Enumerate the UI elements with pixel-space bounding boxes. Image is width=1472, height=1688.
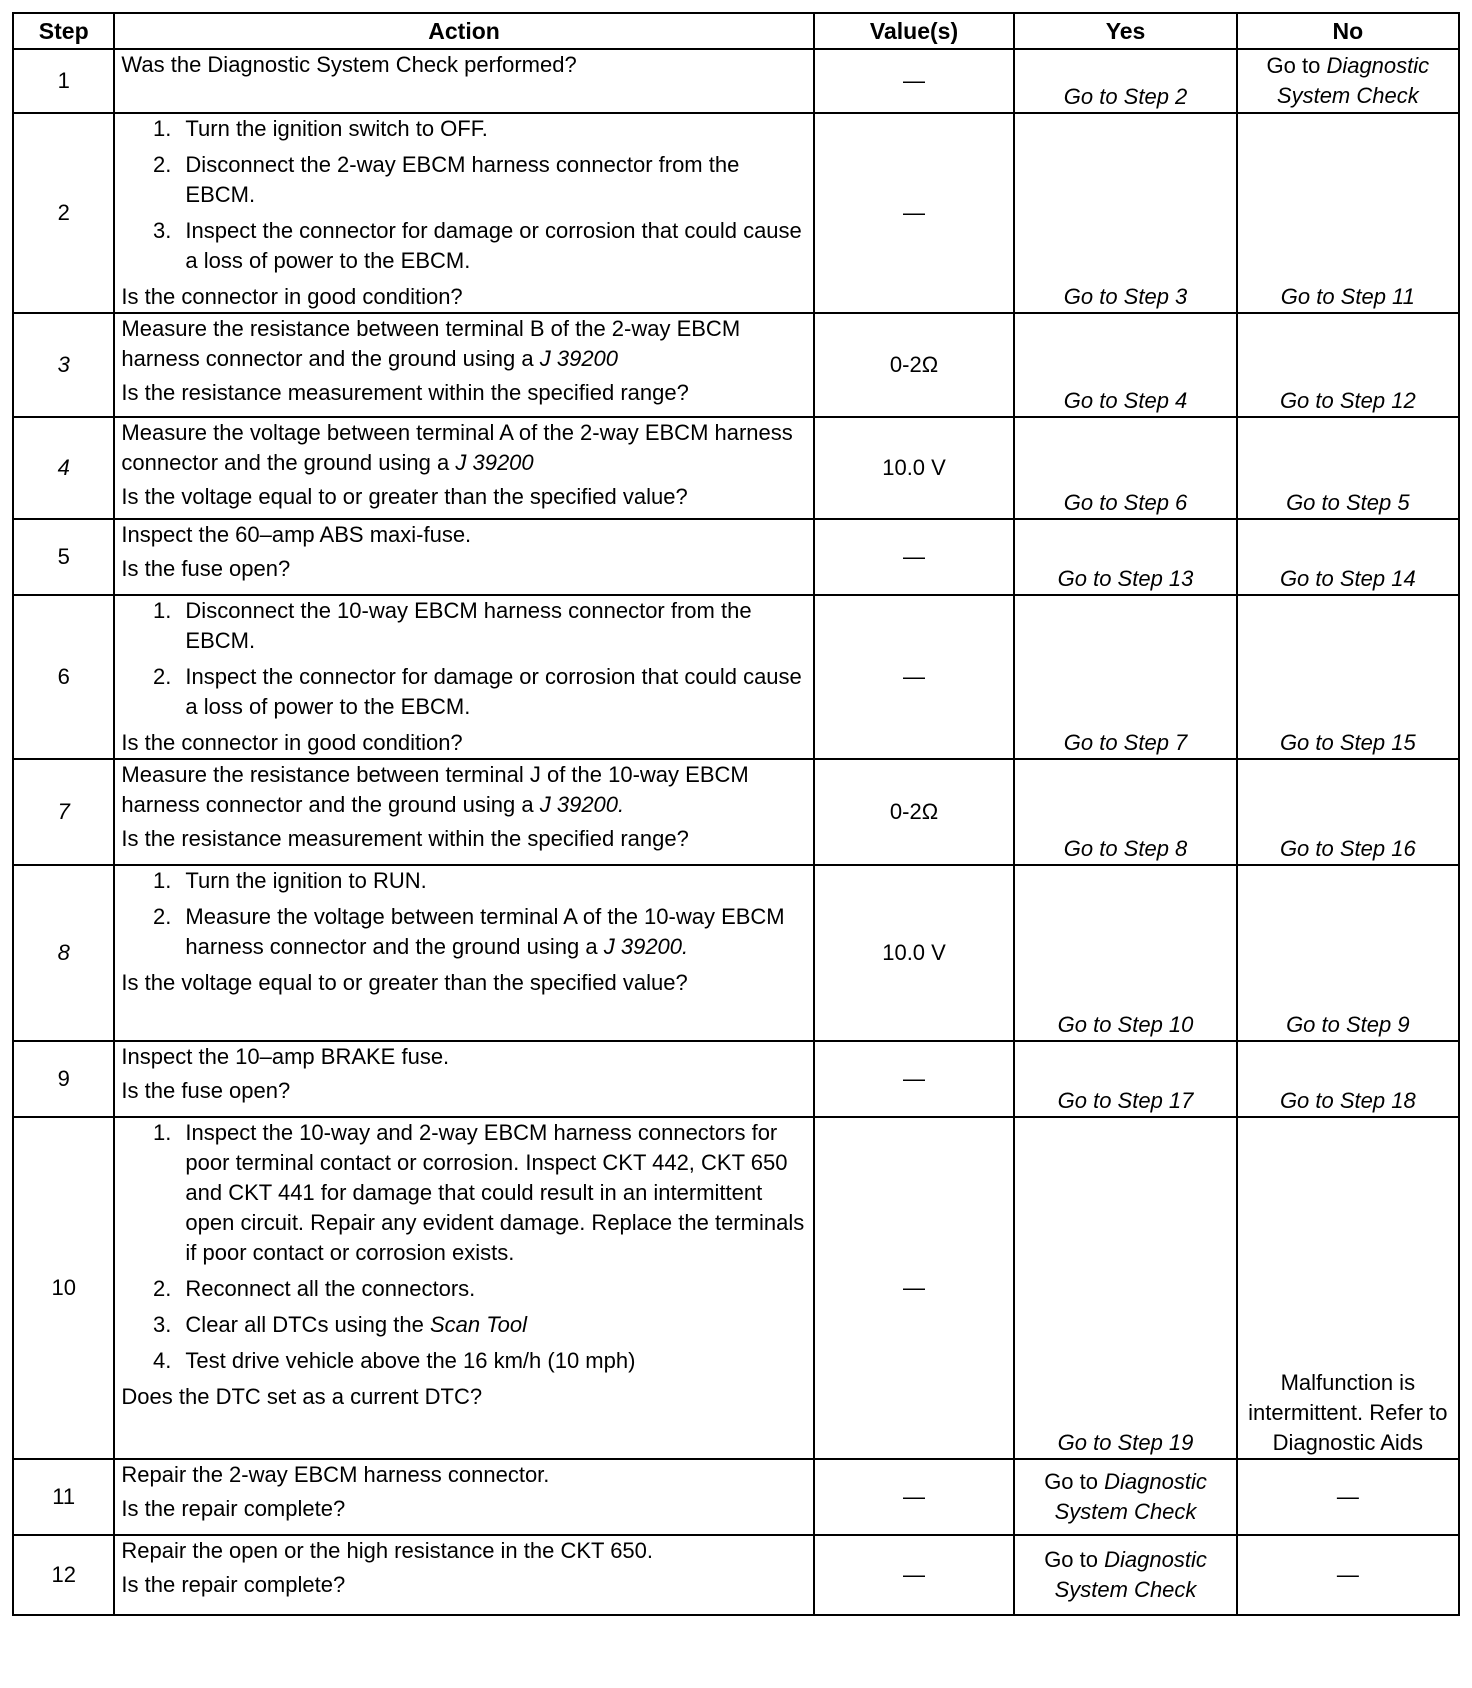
action-question: Is the voltage equal to or greater than the specified value? — [121, 970, 688, 995]
action-question: Is the connector in good condition? — [121, 730, 463, 755]
header-row — [13, 13, 1459, 49]
step-number: 1 — [13, 49, 114, 113]
yes-cell — [1014, 519, 1236, 595]
header-step: Step — [13, 13, 114, 49]
action-text: Inspect the 60–amp ABS maxi-fuse. — [121, 522, 472, 547]
no-link[interactable]: Go to Step 16 — [1279, 836, 1416, 861]
yes-link[interactable]: Go to Step 19 — [1057, 1430, 1194, 1455]
value-cell: — — [814, 49, 1015, 113]
table-row — [13, 865, 1459, 1041]
action-question: Is the repair complete? — [121, 1572, 346, 1597]
step-number: 12 — [13, 1535, 114, 1615]
yes-link[interactable]: Go to Step 6 — [1063, 490, 1188, 515]
substep-text: Measure the voltage between terminal A of the 10-way EBCM harness connector and the ground using a — [185, 904, 785, 959]
no-cell: — — [1237, 1459, 1459, 1535]
yes-cell — [1014, 1535, 1236, 1615]
step-number: 11 — [13, 1459, 114, 1535]
action-question: Is the repair complete? — [121, 1496, 346, 1521]
step-number-text: 8 — [57, 940, 70, 965]
yes-link[interactable]: Go to Step 4 — [1063, 388, 1188, 413]
substep: 1. Turn the ignition to RUN. — [177, 866, 806, 896]
no-link[interactable]: Go to Step 15 — [1279, 730, 1416, 755]
substep: 2. Inspect the connector for damage or corrosion that could cause a loss of power to the EBCM. — [177, 662, 806, 722]
value-cell: 0-2Ω — [814, 759, 1015, 865]
no-link[interactable]: Go to Step 5 — [1286, 490, 1410, 515]
table-row — [13, 1041, 1459, 1117]
no-link[interactable]: Go to Step 9 — [1286, 1012, 1410, 1037]
yes-link[interactable]: Go to Step 13 — [1057, 566, 1194, 591]
action-text: Repair the 2-way EBCM harness connector. — [121, 1462, 550, 1487]
no-cell — [1237, 865, 1459, 1041]
action-cell — [114, 1535, 813, 1615]
substep: 2. Disconnect the 2-way EBCM harness connector from the EBCM. — [177, 150, 806, 210]
action-question: Is the resistance measurement within the specified range? — [121, 826, 689, 851]
step-number — [13, 865, 114, 1041]
header-value: Value(s) — [814, 13, 1015, 49]
substep: 4. Test drive vehicle above the 16 km/h (10 mph) — [177, 1346, 806, 1376]
action-text — [121, 760, 806, 820]
yes-cell — [1014, 313, 1236, 417]
step-number — [13, 313, 114, 417]
yes-link[interactable]: Go to Step 10 — [1057, 1012, 1194, 1037]
substep: 1. Inspect the 10-way and 2-way EBCM harness connectors for poor terminal contact or corrosion. Inspect CKT 442, CKT 650 and CKT 441 for damage that could result in an intermittent open circuit. Repair any evident damage. Replace the terminals if poor contact or corrosion exists. — [177, 1118, 806, 1268]
action-cell — [114, 49, 813, 113]
header-yes: Yes — [1014, 13, 1236, 49]
no-cell — [1237, 49, 1459, 113]
step-number: 9 — [13, 1041, 114, 1117]
substep-list — [121, 114, 806, 276]
yes-cell — [1014, 49, 1236, 113]
yes-cell — [1014, 417, 1236, 519]
table-row — [13, 313, 1459, 417]
action-text-body: Measure the voltage between terminal A of the 2-way EBCM harness connector and the ground using a — [121, 420, 793, 475]
tool-name: J 39200. — [539, 792, 625, 817]
action-cell — [114, 1041, 813, 1117]
value-cell: — — [814, 113, 1015, 313]
step-number: 6 — [13, 595, 114, 759]
table-row — [13, 1459, 1459, 1535]
no-cell — [1237, 595, 1459, 759]
value-cell: 0-2Ω — [814, 313, 1015, 417]
value-cell: — — [814, 595, 1015, 759]
no-cell — [1237, 417, 1459, 519]
table-row — [13, 1117, 1459, 1459]
action-cell — [114, 417, 813, 519]
step-number: 10 — [13, 1117, 114, 1459]
no-link[interactable]: Go to Step 14 — [1279, 566, 1416, 591]
no-cell — [1237, 1041, 1459, 1117]
action-question: Does the DTC set as a current DTC? — [121, 1384, 483, 1409]
action-question: Was the Diagnostic System Check performed? — [121, 52, 577, 77]
substep — [177, 902, 806, 962]
tool-name: Scan Tool — [429, 1312, 528, 1337]
action-cell — [114, 1459, 813, 1535]
substep: 3. Inspect the connector for damage or corrosion that could cause a loss of power to the EBCM. — [177, 216, 806, 276]
value-cell: — — [814, 1535, 1015, 1615]
yes-link[interactable]: Go to Step 2 — [1063, 84, 1188, 109]
yes-link[interactable]: Go to Step 17 — [1057, 1088, 1194, 1113]
no-prefix: Go to — [1266, 53, 1321, 78]
action-cell — [114, 519, 813, 595]
step-number — [13, 759, 114, 865]
action-question: Is the voltage equal to or greater than the specified value? — [121, 484, 688, 509]
value-cell: — — [814, 1117, 1015, 1459]
yes-link[interactable]: Go to Step 8 — [1063, 836, 1188, 861]
table-row — [13, 759, 1459, 865]
tool-name: J 39200 — [539, 346, 619, 371]
no-link[interactable]: Go to Step 11 — [1280, 284, 1415, 309]
substep-text: Clear all DTCs using the — [185, 1312, 424, 1337]
action-cell — [114, 595, 813, 759]
header-no: No — [1237, 13, 1459, 49]
yes-link[interactable]: Go to Step 3 — [1063, 284, 1188, 309]
step-number-text: 7 — [57, 799, 70, 824]
action-cell — [114, 1117, 813, 1459]
yes-cell — [1014, 1459, 1236, 1535]
value-cell: — — [814, 1459, 1015, 1535]
action-text — [121, 418, 806, 478]
action-text: Inspect the 10–amp BRAKE fuse. — [121, 1044, 450, 1069]
table-row — [13, 1535, 1459, 1615]
substep-list — [121, 1118, 806, 1376]
value-cell: 10.0 V — [814, 865, 1015, 1041]
action-cell — [114, 313, 813, 417]
step-number: 2 — [13, 113, 114, 313]
no-cell — [1237, 519, 1459, 595]
action-cell — [114, 113, 813, 313]
table-row — [13, 417, 1459, 519]
yes-prefix: Go to — [1044, 1469, 1098, 1494]
yes-cell — [1014, 113, 1236, 313]
substep-list — [121, 596, 806, 722]
action-cell — [114, 759, 813, 865]
step-number — [13, 417, 114, 519]
action-text-body: Measure the resistance between terminal J of the 10-way EBCM harness connector and the ground using a — [121, 762, 749, 817]
no-cell: — — [1237, 1535, 1459, 1615]
substep — [177, 1310, 806, 1340]
substep: 1. Turn the ignition switch to OFF. — [177, 114, 806, 144]
no-cell — [1237, 759, 1459, 865]
substep: 1. Disconnect the 10-way EBCM harness connector from the EBCM. — [177, 596, 806, 656]
diagnostic-table — [12, 12, 1460, 1616]
action-question: Is the resistance measurement within the specified range? — [121, 380, 689, 405]
yes-cell — [1014, 595, 1236, 759]
step-number-text: 4 — [57, 455, 70, 480]
value-cell: — — [814, 1041, 1015, 1117]
yes-cell — [1014, 1041, 1236, 1117]
tool-name: J 39200. — [603, 934, 689, 959]
action-question: Is the fuse open? — [121, 1078, 291, 1103]
table-row — [13, 113, 1459, 313]
no-cell: Malfunction is intermittent. Refer to Diagnostic Aids — [1237, 1117, 1459, 1459]
action-question: Is the connector in good condition? — [121, 284, 463, 309]
yes-link[interactable]: Go to Step 7 — [1063, 730, 1188, 755]
no-cell — [1237, 313, 1459, 417]
value-cell: — — [814, 519, 1015, 595]
step-number: 5 — [13, 519, 114, 595]
action-text: Repair the open or the high resistance in the CKT 650. — [121, 1538, 654, 1563]
no-link[interactable]: Go to Step 12 — [1279, 388, 1416, 413]
yes-link[interactable]: Diagnostic System Check — [1054, 1547, 1207, 1602]
yes-cell — [1014, 865, 1236, 1041]
step-number-text: 3 — [57, 352, 70, 377]
yes-cell — [1014, 759, 1236, 865]
value-cell: 10.0 V — [814, 417, 1015, 519]
table-row — [13, 49, 1459, 113]
action-cell — [114, 865, 813, 1041]
action-text — [121, 314, 806, 374]
substep-list — [121, 866, 806, 962]
yes-prefix: Go to — [1044, 1547, 1098, 1572]
action-question: Is the fuse open? — [121, 556, 291, 581]
table-row — [13, 519, 1459, 595]
no-cell — [1237, 113, 1459, 313]
substep: 2. Reconnect all the connectors. — [177, 1274, 806, 1304]
no-link[interactable]: Diagnostic System Check — [1276, 53, 1430, 108]
no-link[interactable]: Go to Step 18 — [1279, 1088, 1416, 1113]
header-action: Action — [114, 13, 813, 49]
yes-cell — [1014, 1117, 1236, 1459]
table-row — [13, 595, 1459, 759]
tool-name: J 39200 — [455, 450, 534, 475]
yes-link[interactable]: Diagnostic System Check — [1054, 1469, 1207, 1524]
action-text-body: Measure the resistance between terminal B of the 2-way EBCM harness connector and the ground using a — [121, 316, 741, 371]
